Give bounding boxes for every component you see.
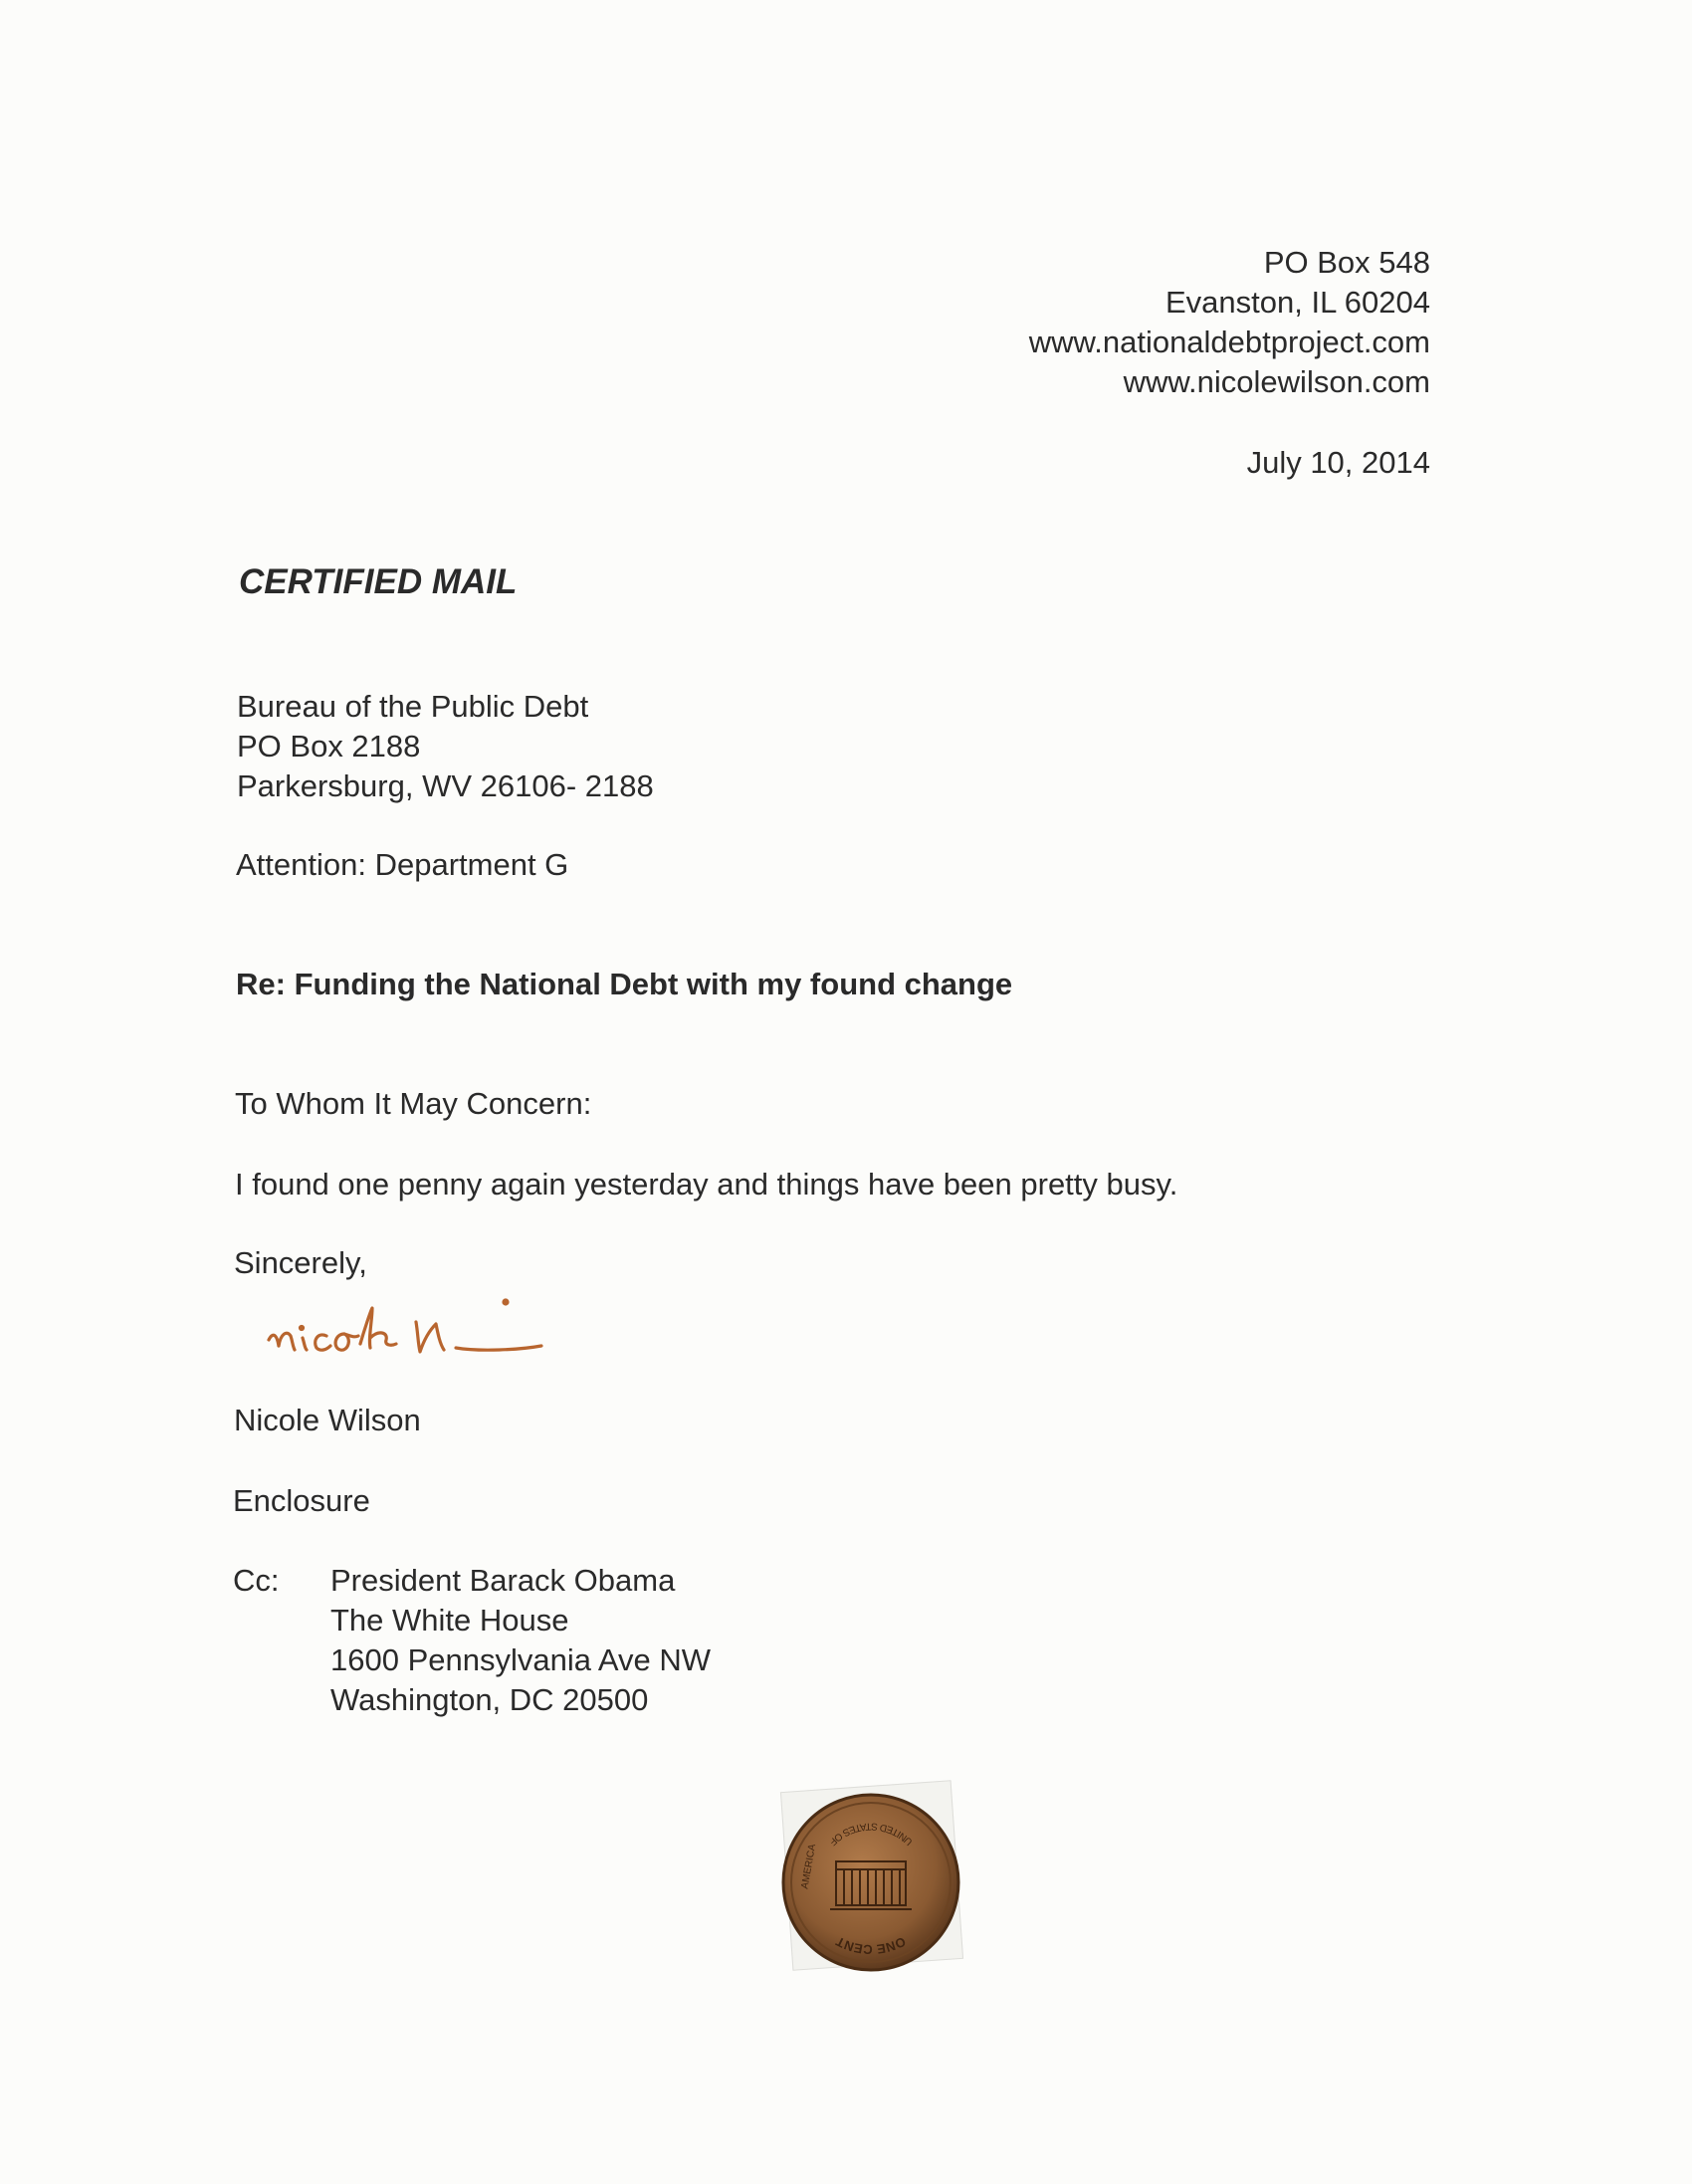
sender-website-2: www.nicolewilson.com	[1123, 364, 1430, 399]
sender-address-line1: PO Box 548	[1263, 245, 1430, 280]
recipient-address-line1: PO Box 2188	[237, 729, 421, 764]
handwritten-signature	[261, 1294, 619, 1384]
sender-address-line2: Evanston, IL 60204	[1165, 285, 1430, 320]
recipient-address-line2: Parkersburg, WV 26106- 2188	[237, 768, 654, 803]
penny-top-text: ONE CENT	[833, 1933, 909, 1958]
recipient-address-block	[237, 687, 654, 806]
letter-body: I found one penny again yesterday and things have been pretty busy.	[235, 1167, 1178, 1201]
attention-line: Attention: Department G	[236, 847, 569, 882]
salutation: To Whom It May Concern:	[235, 1086, 592, 1121]
cc-line2: The White House	[330, 1603, 569, 1638]
taped-penny	[756, 1772, 995, 1981]
recipient-name: Bureau of the Public Debt	[237, 689, 589, 724]
sender-address-block	[1029, 243, 1430, 402]
cc-line4: Washington, DC 20500	[330, 1682, 649, 1717]
enclosure-note: Enclosure	[233, 1483, 370, 1518]
subject-line: Re: Funding the National Debt with my found change	[236, 967, 1013, 1001]
cc-line1: President Barack Obama	[330, 1563, 676, 1598]
penny-bottom-text: UNITED STATES OF	[826, 1820, 916, 1848]
penny-left-text: AMERICA	[799, 1843, 819, 1890]
cc-label: Cc:	[233, 1563, 280, 1598]
cc-line3: 1600 Pennsylvania Ave NW	[330, 1642, 711, 1677]
signer-name: Nicole Wilson	[234, 1403, 421, 1437]
closing: Sincerely,	[234, 1245, 367, 1280]
cc-address-block	[330, 1561, 711, 1720]
certified-mail-heading: CERTIFIED MAIL	[239, 562, 518, 601]
letter-date: July 10, 2014	[1246, 445, 1430, 480]
penny-coin-icon	[778, 1790, 963, 1975]
sender-website-1: www.nationaldebtproject.com	[1028, 325, 1430, 359]
